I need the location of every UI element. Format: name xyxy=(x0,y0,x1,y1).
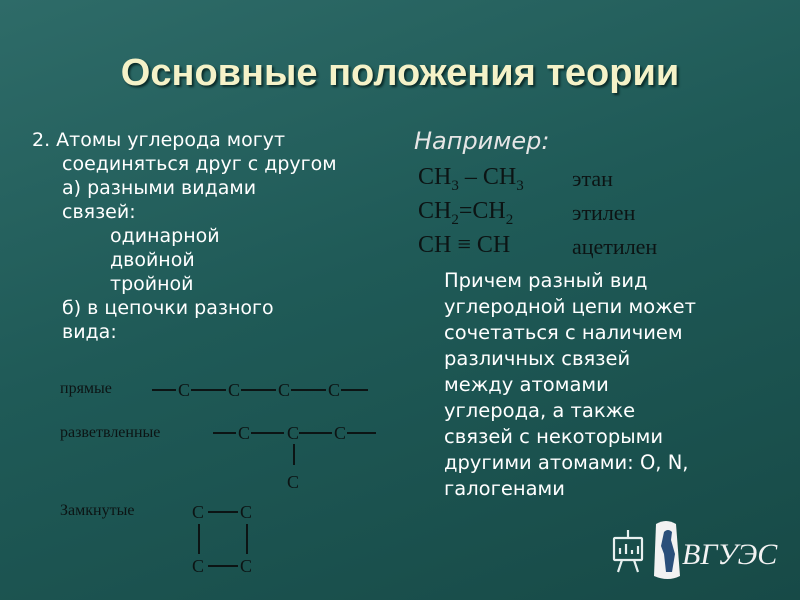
formula-row-acetylene xyxy=(418,232,688,266)
carbon-atom: C xyxy=(328,380,341,400)
formula: CH ≡ CH xyxy=(418,232,511,258)
chain-label-closed: Замкнутые xyxy=(60,502,135,519)
logo-text: ВГУЭС xyxy=(682,538,778,571)
compound-name: этан xyxy=(572,166,613,191)
carbon-atom: C xyxy=(278,380,291,400)
text-line: между атомами xyxy=(444,373,609,396)
chain-label-straight: прямые xyxy=(60,380,112,397)
carbon-atom: C xyxy=(240,556,253,576)
text-line: связей с некоторыми xyxy=(444,425,664,448)
text-line: б) в цепочки разного xyxy=(62,297,274,319)
carbon-atom: C xyxy=(240,502,253,522)
carbon-atom: C xyxy=(238,423,251,443)
text-line: вида: xyxy=(62,321,117,343)
statue-emblem-icon xyxy=(654,521,680,579)
formula: $CH_3$ ‒ $CH_3$ xyxy=(418,164,524,194)
compound-name: ацетилен xyxy=(572,234,658,259)
chain-structures xyxy=(58,372,408,582)
bond-type-single: одинарной xyxy=(110,225,220,247)
carbon-atom: C xyxy=(228,380,241,400)
formula-row-ethane xyxy=(418,164,688,198)
text-line: углеродной цепи может xyxy=(444,295,697,318)
bond-type-triple: тройной xyxy=(110,273,194,295)
right-text-block xyxy=(444,268,789,502)
carbon-atom: C xyxy=(178,380,191,400)
formula-row-ethylene xyxy=(418,198,688,232)
carbon-atom: C xyxy=(334,423,347,443)
text-line: сочетаться с наличием xyxy=(444,321,683,344)
chain-label-branched: разветвленные xyxy=(60,424,161,441)
text-line: 2. Атомы углерода могут xyxy=(32,129,286,151)
bond-type-double: двойной xyxy=(110,249,195,271)
university-logo xyxy=(608,518,788,588)
compound-name: этилен xyxy=(572,200,636,225)
slide-title: Основные положения теории xyxy=(120,52,680,94)
carbon-atom: C xyxy=(287,423,300,443)
carbon-chain-diagrams xyxy=(58,372,408,582)
text-line: различных связей xyxy=(444,347,631,370)
example-label: Например: xyxy=(414,127,550,155)
left-text-block xyxy=(32,128,412,344)
presentation-board-icon[interactable] xyxy=(614,530,642,572)
text-line: Причем разный вид xyxy=(444,269,648,292)
text-line: соединяться друг с другом xyxy=(62,153,337,175)
text-line: другими атомами: O, N, xyxy=(444,451,689,474)
formula-list xyxy=(418,164,688,266)
text-line: а) разными видами xyxy=(62,177,257,199)
text-line: связей: xyxy=(62,201,136,223)
text-line: углерода, а также xyxy=(444,399,636,422)
carbon-atom: C xyxy=(192,556,205,576)
carbon-atom: C xyxy=(192,502,205,522)
carbon-atom: C xyxy=(287,472,300,492)
formula: $CH_2=CH_2$ xyxy=(418,198,514,228)
text-line: галогенами xyxy=(444,477,565,500)
